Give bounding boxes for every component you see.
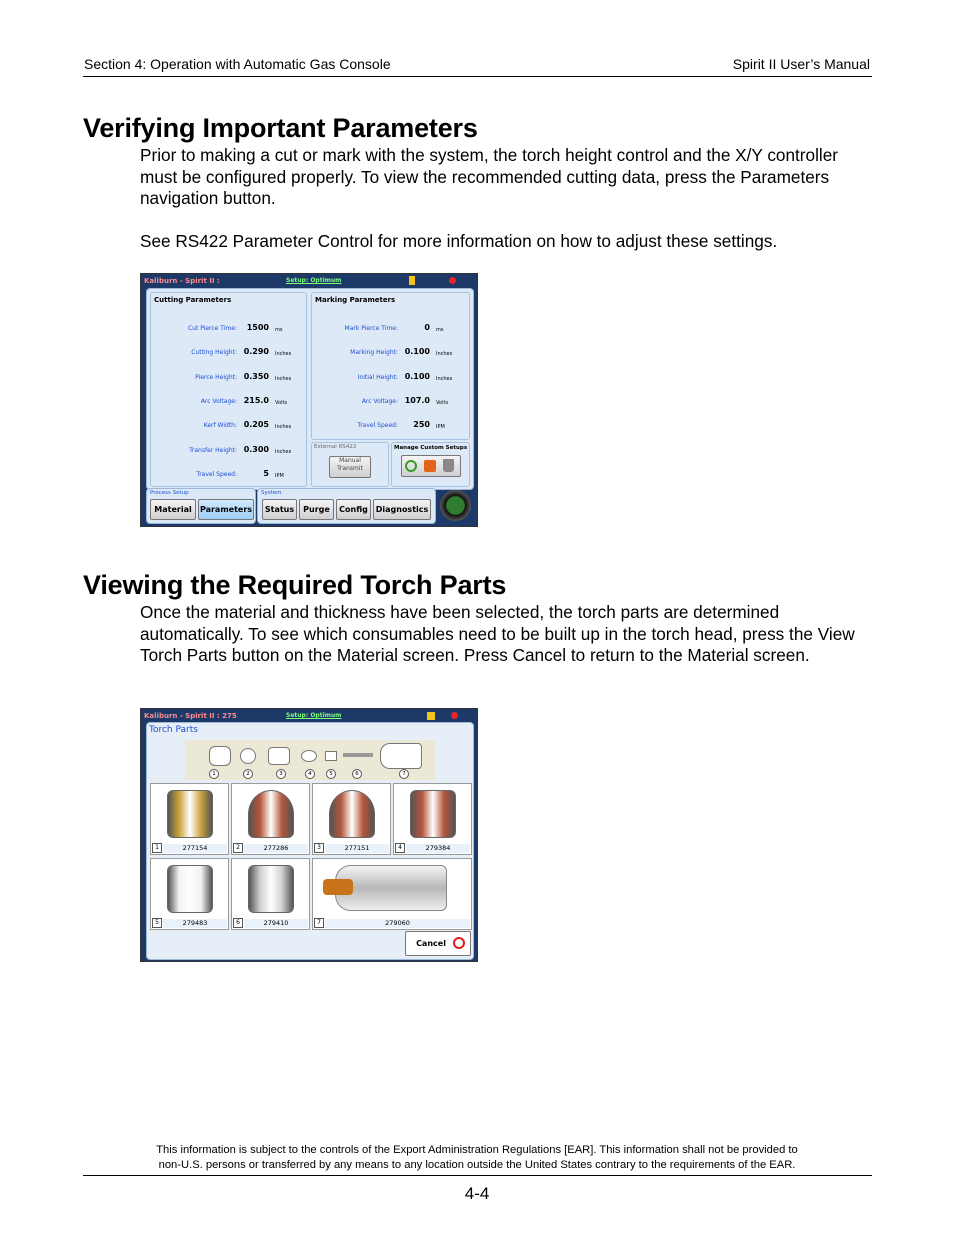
torch-part-number: 277286 (244, 844, 308, 853)
cutting-param-value[interactable]: 0.300 (243, 444, 269, 454)
screen2-titlebar (141, 709, 477, 723)
system-group (257, 488, 436, 524)
parameters-screenshot (140, 273, 478, 527)
cutting-param-label: Transfer Height: (189, 446, 237, 454)
part-2-sketch (240, 748, 256, 764)
section1-note: See RS422 Parameter Control for more information on how to adjust these settings. (140, 231, 778, 251)
section-heading-torch-parts: Viewing the Required Torch Parts (83, 570, 507, 600)
screen-titlebar (141, 274, 477, 288)
callout-number: 4 (305, 769, 315, 779)
marking-parameters-box (311, 292, 470, 440)
torch-part-card[interactable] (150, 858, 229, 930)
part-3-sketch (268, 747, 290, 765)
cutting-param-unit: IPM (275, 472, 284, 479)
cutting-param-unit: Inches (275, 424, 292, 431)
marking-param-label: Travel Speed: (357, 422, 398, 430)
torch-part-image (232, 859, 309, 917)
part-6-sketch (343, 753, 373, 757)
torch-part-number: 279060 (325, 919, 470, 928)
cutting-param-label: Cutting Height: (191, 349, 237, 357)
cutting-param-value[interactable]: 0.290 (243, 347, 269, 357)
cancel-button[interactable] (405, 931, 471, 956)
torch-part-index: 1 (152, 843, 162, 853)
section2-paragraph: Once the material and thickness have been selected, the torch parts are determined automatically. To see which consumables need to be built up in the torch head, press the View Torch Parts button on the Material screen. Press Cancel to return to the Material screen. (140, 602, 855, 665)
marking-param-value[interactable]: 0.100 (404, 347, 430, 357)
start-stop-knob-icon[interactable] (440, 490, 471, 521)
warning-icon (427, 712, 435, 720)
torch-part-image (394, 784, 471, 842)
torch-parts-screenshot (140, 708, 478, 962)
header-section-title: Section 4: Operation with Automatic Gas Console (84, 56, 391, 72)
trash-icon[interactable] (443, 459, 454, 472)
torch-part-image (151, 859, 228, 917)
cutting-param-value[interactable]: 5 (263, 468, 269, 478)
export-notice-line1: This information is subject to the controls of the Export Administration Regulations [EAR]. This information shall not be provided to (156, 1144, 798, 1156)
marking-param-value[interactable]: 0.100 (404, 371, 430, 381)
torch-part-image (313, 859, 471, 917)
cutting-param-value[interactable]: 215.0 (243, 395, 269, 405)
torch-part-index: 7 (314, 918, 324, 928)
marking-param-value[interactable]: 107.0 (404, 395, 430, 405)
section-heading-parameters: Verifying Important Parameters (83, 113, 478, 143)
custom-setups-label: Manage Custom Setups (394, 445, 468, 451)
marking-param-label: Mark Pierce Time: (344, 325, 398, 332)
process-setup-group (146, 488, 256, 524)
screen2-title: Kaliburn - Spirit II : 275 (144, 712, 237, 720)
cutting-parameters-title: Cutting Parameters (154, 296, 232, 304)
torch-part-card[interactable] (150, 783, 229, 855)
screen-title: Kaliburn - Spirit II : (144, 277, 220, 285)
parameters-button[interactable]: Parameters (198, 499, 254, 520)
torch-part-number: 277154 (163, 844, 227, 853)
export-notice (60, 1143, 894, 1173)
marking-param-label: Marking Height: (350, 349, 398, 357)
torch-part-card[interactable] (231, 783, 310, 855)
marking-param-unit: Volts (436, 399, 449, 406)
cutting-param-unit: ms (275, 327, 283, 333)
external-rs422-label: External RS422 (314, 444, 357, 450)
purge-button[interactable]: Purge (299, 499, 334, 520)
parameters-panel (146, 288, 474, 490)
torch-part-image (232, 784, 309, 842)
torch-part-index: 5 (152, 918, 162, 928)
marking-param-unit: Inches (436, 375, 453, 382)
part-1-sketch (209, 746, 231, 766)
config-button[interactable]: Config (336, 499, 371, 520)
custom-setups-box (391, 442, 470, 487)
cutting-param-value[interactable]: 0.205 (243, 420, 269, 430)
torch-parts-heading: Torch Parts (149, 725, 198, 735)
torch-part-card[interactable] (312, 858, 472, 930)
section1-paragraph: Prior to making a cut or mark with the system, the torch height control and the X/Y controller must be configured properly. To view the recommended cutting data, press the Parameters navigation button. (140, 145, 839, 208)
save-icon[interactable] (424, 460, 436, 472)
cutting-param-label: Kerf Width: (203, 422, 237, 430)
external-rs422-box (311, 442, 389, 487)
cutting-param-unit: Inches (275, 375, 292, 382)
part-5-sketch (325, 751, 337, 761)
marking-param-unit: Inches (436, 351, 453, 358)
torch-parts-panel (146, 722, 474, 960)
process-setup-label: Process Setup (150, 490, 189, 496)
status-button[interactable]: Status (262, 499, 297, 520)
marking-param-unit: IPM (436, 424, 445, 431)
manual-transmit-line1: Manual (339, 457, 361, 464)
torch-status-icon (409, 276, 415, 285)
callout-number: 5 (326, 769, 336, 779)
cutting-param-label: Travel Speed: (196, 470, 237, 478)
torch-exploded-view (185, 740, 435, 780)
torch-part-image (151, 784, 228, 842)
refresh-icon[interactable] (405, 460, 417, 472)
manual-transmit-line2: Transmit (337, 465, 363, 472)
cutting-param-label: Cut Pierce Time: (187, 325, 237, 332)
export-notice-line2: non-U.S. persons or transferred by any means to any location outside the United States contrary to the requirements of the EAR. (158, 1159, 796, 1171)
screen2-setup-label: Setup: Optimum (286, 712, 342, 719)
footer-rule (83, 1175, 872, 1176)
diagnostics-button[interactable]: Diagnostics (373, 499, 431, 520)
torch-part-index: 6 (233, 918, 243, 928)
torch-part-index: 3 (314, 843, 324, 853)
manual-transmit-button[interactable] (329, 456, 371, 478)
torch-part-image (313, 784, 390, 842)
torch-part-index: 4 (395, 843, 405, 853)
cancel-label: Cancel (416, 939, 446, 948)
marking-param-unit: ms (436, 327, 444, 333)
part-4-sketch (301, 750, 317, 762)
cutting-param-unit: Inches (275, 448, 292, 455)
cutting-param-value[interactable]: 0.350 (243, 371, 269, 381)
cancel-icon (453, 937, 465, 949)
setup-label: Setup: Optimum (286, 277, 342, 284)
marking-param-value[interactable]: 250 (413, 420, 430, 430)
cutting-parameters-box (150, 292, 307, 487)
custom-setups-button-group (401, 455, 461, 477)
callout-number: 2 (243, 769, 253, 779)
marking-parameters-title: Marking Parameters (315, 296, 396, 304)
cutting-param-unit: Inches (275, 351, 292, 358)
callout-number: 7 (399, 769, 409, 779)
cutting-param-label: Pierce Height: (195, 373, 237, 381)
marking-param-value[interactable]: 0 (424, 323, 430, 332)
part-7-sketch (380, 743, 422, 769)
callout-number: 3 (276, 769, 286, 779)
torch-part-number: 279384 (406, 844, 470, 853)
cutting-param-unit: Volts (275, 399, 288, 406)
header-manual-title: Spirit II User’s Manual (732, 56, 870, 72)
cutting-param-value[interactable]: 1500 (246, 323, 269, 332)
marking-param-label: Arc Voltage: (361, 397, 398, 405)
torch-part-card[interactable] (231, 858, 310, 930)
header-rule (83, 76, 872, 77)
marking-param-label: Initial Height: (357, 373, 398, 381)
callout-number: 6 (352, 769, 362, 779)
alarm-indicator-icon (449, 277, 456, 284)
torch-part-card[interactable] (312, 783, 391, 855)
torch-part-number: 279483 (163, 919, 227, 928)
system-label: System (261, 490, 282, 496)
torch-part-number: 277151 (325, 844, 389, 853)
torch-part-index: 2 (233, 843, 243, 853)
torch-part-card[interactable] (393, 783, 472, 855)
material-button[interactable]: Material (150, 499, 196, 520)
callout-number: 1 (209, 769, 219, 779)
torch-part-number: 279410 (244, 919, 308, 928)
page-number: 4-4 (464, 1184, 490, 1203)
screen2-alarm-icon (451, 712, 458, 719)
cutting-param-label: Arc Voltage: (200, 397, 237, 405)
